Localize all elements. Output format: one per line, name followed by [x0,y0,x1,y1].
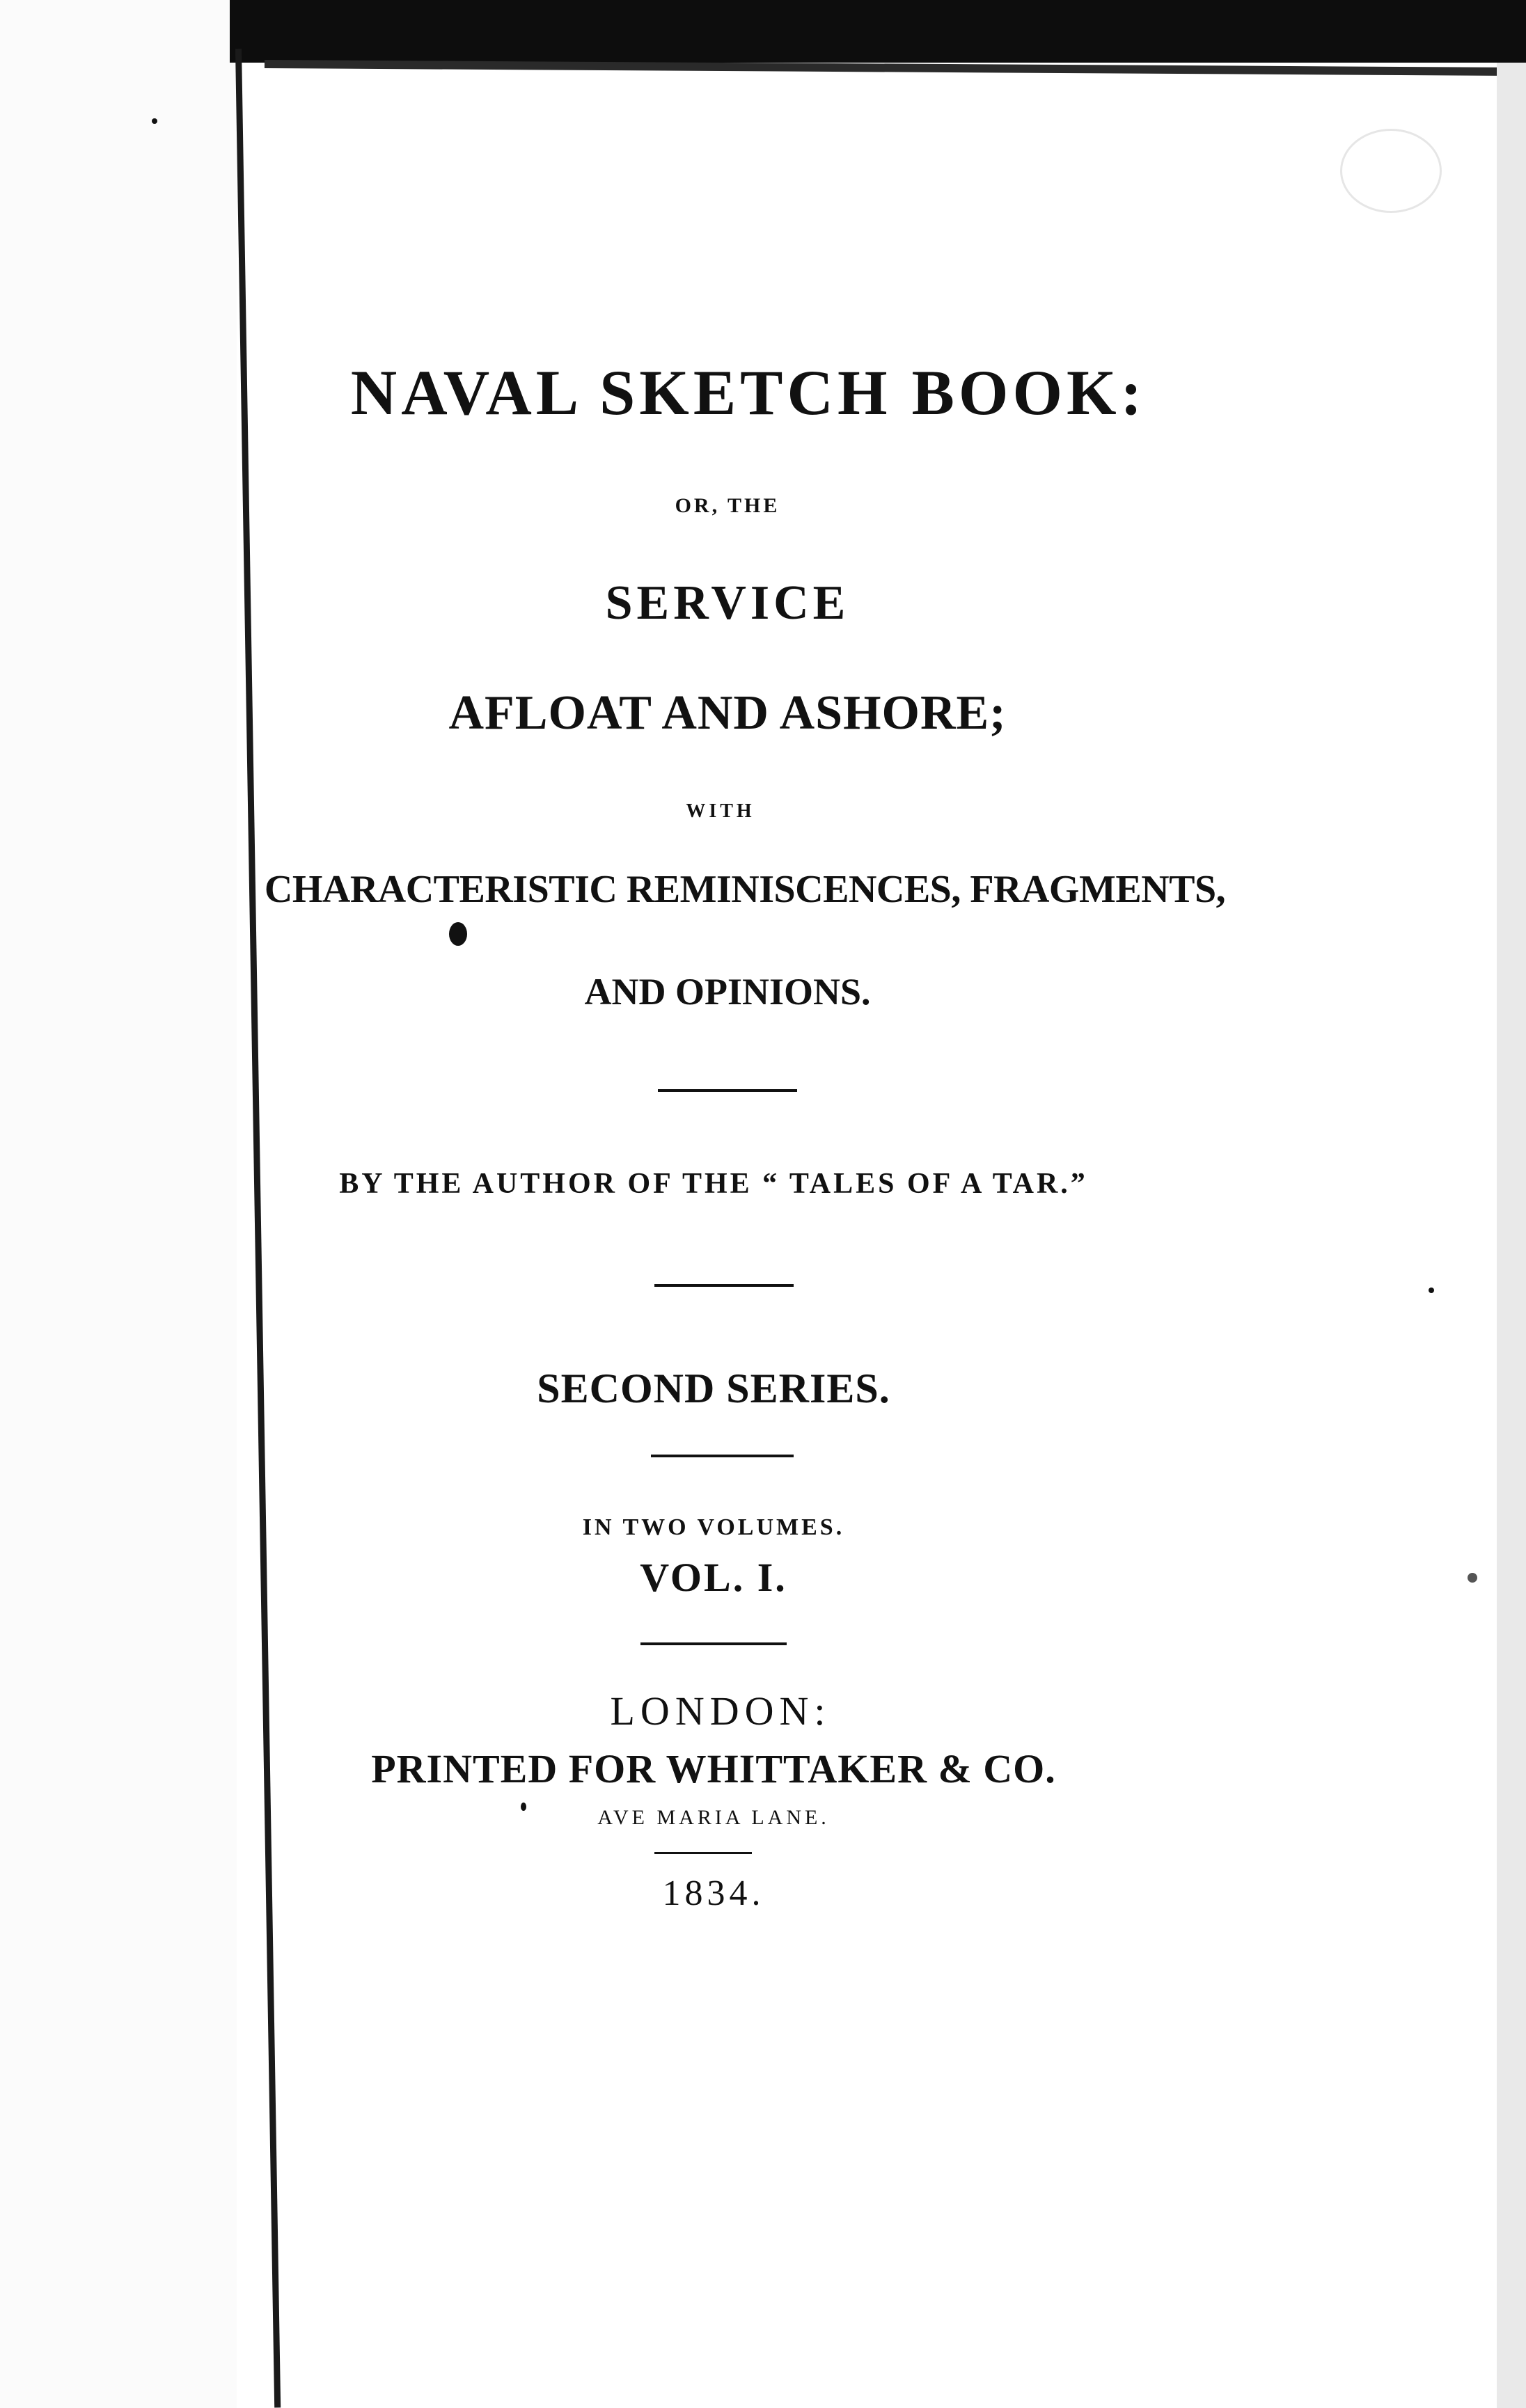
scan-top-shadow [230,0,1526,63]
imprint-publisher: PRINTED FOR WHITTAKER & CO. [371,1746,1056,1791]
library-stamp [1340,129,1442,213]
divider-rule [654,1284,794,1287]
ink-speck [449,922,467,946]
description-line-2: AND OPINIONS. [584,971,871,1013]
facing-page-margin [0,0,237,2408]
divider-rule [651,1455,794,1457]
series-label: SECOND SERIES. [537,1365,890,1411]
subtitle-afloat-ashore: AFLOAT AND ASHORE; [448,686,1007,740]
ink-speck [1429,1288,1434,1293]
author-attribution: BY THE AUTHOR OF THE “ TALES OF A TAR.” [339,1168,1088,1200]
subtitle-connector: OR, THE [675,494,780,517]
with-connector: WITH [686,800,755,822]
volume-count: IN TWO VOLUMES. [582,1514,845,1540]
divider-rule [640,1642,787,1645]
page-fore-edge [1497,63,1526,2408]
subtitle-service: SERVICE [605,576,850,630]
description-line-1: CHARACTERISTIC REMINISCENCES, FRAGMENTS, [264,868,1226,911]
divider-rule [658,1089,797,1092]
ink-speck [1468,1573,1477,1583]
imprint-city: LONDON: [610,1688,831,1734]
divider-rule [654,1852,752,1854]
ink-speck [152,118,157,124]
volume-number: VOL. I. [640,1555,787,1600]
book-title: NAVAL SKETCH BOOK: [350,357,1147,428]
publication-year: 1834. [662,1874,765,1913]
imprint-address: AVE MARIA LANE. [597,1806,830,1829]
